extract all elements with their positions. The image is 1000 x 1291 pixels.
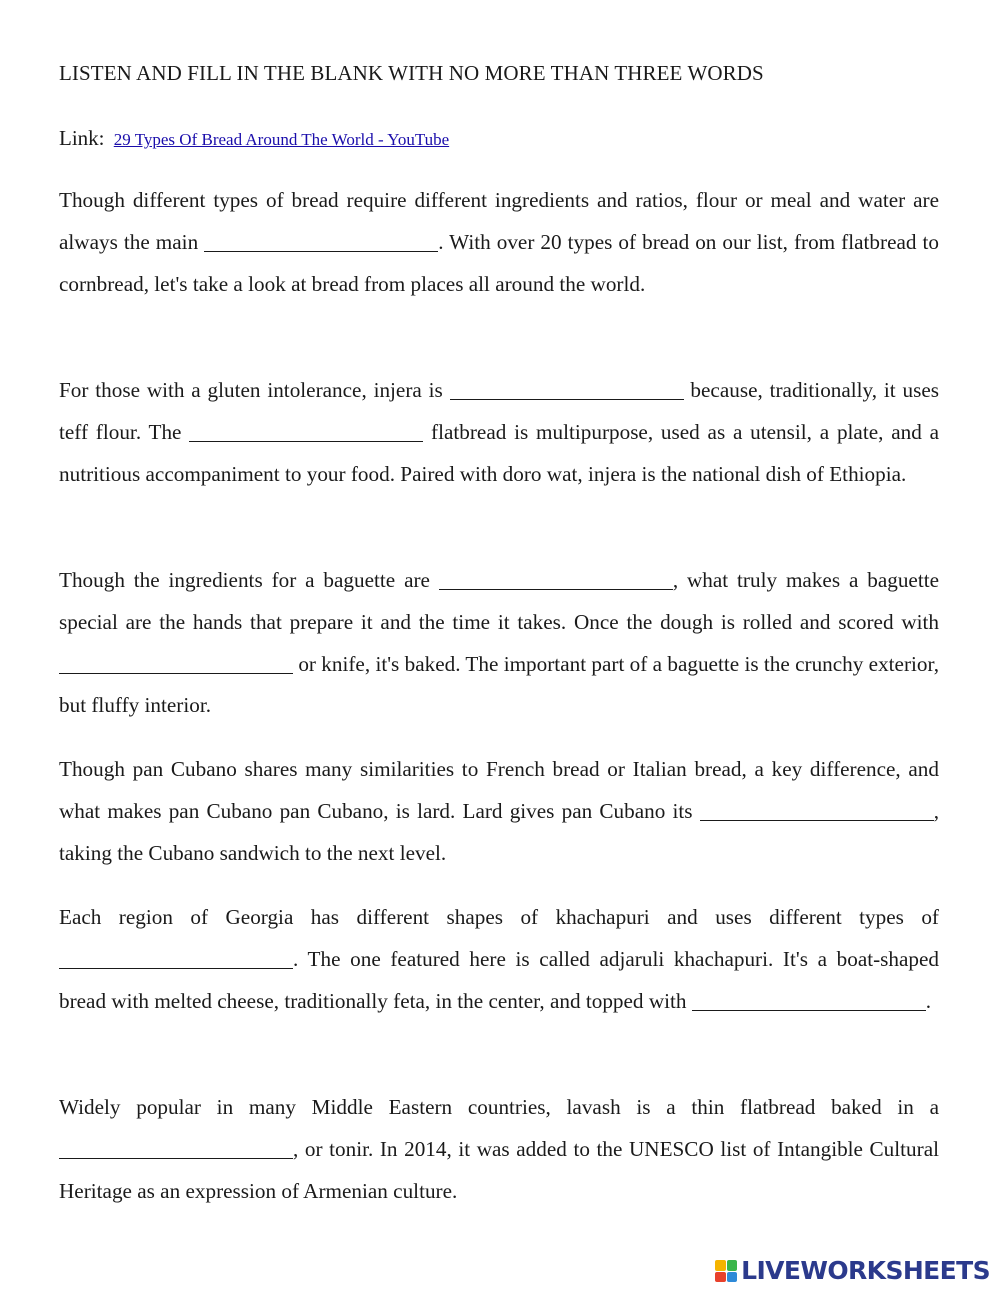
paragraph-text: Though different types of bread require different ingredients and ratios, flour or meal and water are always the main [59,188,939,254]
answer-blank-8[interactable] [692,988,926,1010]
logo-tile [715,1272,726,1283]
paragraph-text: For those with a gluten intolerance, injera is [59,378,450,402]
answer-blank-1[interactable] [204,230,438,252]
paragraph-text: . [925,988,932,1013]
paragraph-text: Widely popular in many Middle Eastern countries, lavash is a thin flatbread baked in a [59,1095,939,1119]
paragraph-6 [59,1087,939,1212]
paragraph-text: Though the ingredients for a baguette are [59,568,439,592]
logo-tile [727,1260,738,1271]
answer-blank-9[interactable] [59,1137,293,1159]
answer-blank-2[interactable] [450,378,684,400]
link-line [59,124,449,154]
brand-wordmark: LIVEWORKSHEETS [741,1256,990,1285]
paragraph-2 [59,370,939,495]
paragraph-text: flatbread is multipurpose, used as a utensil, a plate, and a nutritious accompaniment to your food. Paired with doro wat, injera is the national dish of Ethiopia. [59,419,939,486]
logo-tile [727,1272,738,1283]
liveworksheets-logo-icon [715,1260,737,1282]
paragraph-text: or knife, it's baked. The important part of a baguette is the crunchy exterior, but fluffy interior. [59,651,939,718]
logo-tile [715,1260,726,1271]
paragraph-text: . With over 20 types of bread on our list, from flatbread to cornbread, let's take a look at bread from places all around the world. [59,229,939,296]
answer-blank-7[interactable] [59,947,293,969]
answer-blank-6[interactable] [700,799,934,821]
paragraph-text: because, traditionally, it uses teff flour. The [59,378,939,444]
paragraph-text: , taking the Cubano sandwich to the next level. [59,798,939,865]
paragraph-text: Though pan Cubano shares many similarities to French bread or Italian bread, a key difference, and what makes pan Cubano pan Cubano, is lard. Lard gives pan Cubano its [59,757,939,823]
video-link[interactable]: 29 Types Of Bread Around The World - YouTube [113,130,450,149]
worksheet-title: LISTEN AND FILL IN THE BLANK WITH NO MORE THAN THREE WORDS [59,61,764,85]
answer-blank-3[interactable] [189,420,423,442]
paragraph-3 [59,560,939,727]
paragraph-1 [59,180,939,305]
answer-blank-5[interactable] [59,651,293,673]
link-label: Link: [59,126,105,150]
paragraph-5 [59,897,939,1022]
paragraph-text: . The one featured here is called adjaruli khachapuri. It's a boat-shaped bread with melted cheese, traditionally feta, in the center, and topped with [59,946,939,1013]
paragraph-text: , or tonir. In 2014, it was added to the UNESCO list of Intangible Cultural Heritage as an expression of Armenian culture. [59,1136,939,1203]
liveworksheets-brand [715,1257,990,1285]
paragraph-text: , what truly makes a baguette special are the hands that prepare it and the time it takes. Once the dough is rolled and scored with [59,568,939,634]
paragraph-4 [59,749,939,874]
paragraph-text: Each region of Georgia has different shapes of khachapuri and uses different types of [59,905,939,929]
answer-blank-4[interactable] [439,568,673,590]
